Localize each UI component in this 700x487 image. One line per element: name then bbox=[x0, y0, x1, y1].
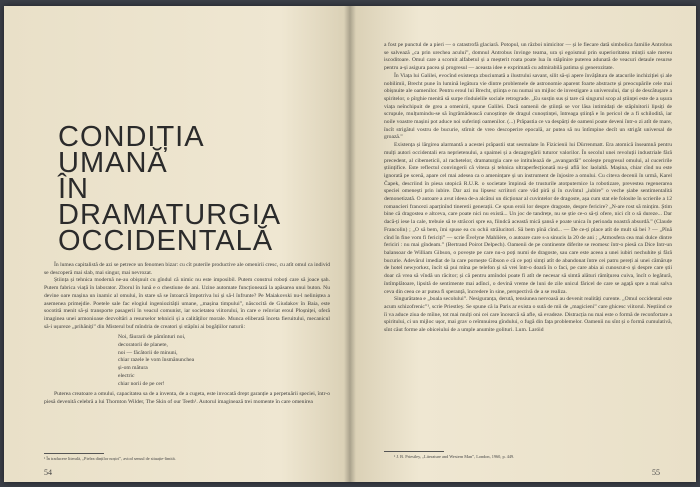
title-line: UMANĂ bbox=[58, 147, 168, 179]
right-page-body bbox=[384, 42, 672, 335]
title-line: OCCIDENTALĂ bbox=[58, 225, 274, 257]
poem-line: noi — făcătorii de minuni, bbox=[118, 349, 178, 356]
footnote: ¹ J. B. Priestley, „Literature and Western Man”, London, 1960, p. 449. bbox=[394, 454, 515, 459]
poem-line: decoratorii de planete, bbox=[118, 342, 168, 349]
poem-line: și-om mătura bbox=[118, 365, 148, 372]
page-number: 54 bbox=[44, 468, 52, 477]
left-page bbox=[4, 6, 350, 482]
paragraph: Existența și lărgirea alarmantă a acestei prăpastii stat sesmulate în Fizicienii lui Dürrenmatt. Era atomică înseamnă pentru mulți autori occidentali era neprietenului, a spaimei și a dezagregării tuturor valorilor. În secolul unei revoluții industriale fără precedent, al cibemeticii, al rachetelor, dramaturgia care se intitulează de „avangardă” ocolește progresul omului, al cuceririle științifice. Este reflectul convingerii că viteza și tehnica ultraperfecționată nu-și află loc laolaltă. Mașina, chiar cînd nu este ignorată pe scenă, apare cel mai adesea ca o amenințare și un instrument de înjosire a omului. Cu citeva decenii în urmă, Karel Čapek, descriind în piesa utopică R.U.R. o societate împinsă de trusturile atotputernice la robotizare, prevestea regenerarea speciei omenești prin iubire. Dar azi nu lipsesc scriitori care văd piră și în cuvîntul „iubire” o veche șiabe sentimentalitá demonetizată. O autoare a avut ideea de-a alcătui un dicționar al cuvintelor de dragoste, așa cum stat ele folosite în scrierile a 12 romancieri francezi aparținînd tineretii generații. Ce spun eroii lor despre dragoste, despre fericire? „N-are rost să mințim. Știm bine că dragostea e altceva, care poate nici nu există... Un joc de tandrețe, nu se știe ce-o să-ți ofere, nici cît o să dureze... Dar dacă-ți iese la cale, trebuie să te străcori spre ea, fiindcă această mică șansă e poate unica în perioada noastră absurdă.” (Claude Francolin) ; „O să bem, îmi spuse ea cu ochii strălucitori. Să bem pînă cînd... — De ce-ți place atît de mult să bei ? — „Pînă cînd în fine vom fi fericiți” — scrie Évelyne Mahlière, o autoare care s-a sinucis la 20 de ani ; „Atmosfera cea mai dulce dintre fericiri : nu mai gîndeam.” (Bertrand Poirot Delpech). Oamenii de pe continente diferite se reomesc într-o piesă ca Dice Intr-un balansoar de William Gibson, o povește pe care nu-o poți numi de dragoste, sau care este aceea a unei iubiri nechuhite și fără bucurie. Adevărul imediat de la care pornește Gibson e că ce poți simți atît de abandonat între cei patru pereți ai unei cămăruțe de hotel newyorkez, încît să pui mîna pe telefon și să vrei într-o doară în o faci, pe care abia ai cunoscut-o și despre care știi doar că vrea să vîndă un răcitor; și că pentru amîndoi poate fi atît de necesar să simtă alături rămîțurea cuiva, încît o legătură, întîmplătoare, lipsită de sentimente mai adînci, o devină vreme de luni de zile unicul făricel de care se agață spre a mai salva ceva din ceea ce ar putea fi speranță, încredere în sine, perspectivă de a se realiza. bbox=[384, 142, 672, 295]
book-spread bbox=[4, 6, 696, 482]
poem-quote bbox=[118, 334, 330, 388]
chapter-title bbox=[58, 121, 282, 257]
right-page bbox=[350, 6, 696, 482]
poem-line: chiar razele le vom însmănuncheа bbox=[118, 357, 195, 364]
footnote: ¹ În traducere literală, „Pielea dinților noștri”, aviod sensul de situație-limită. bbox=[44, 456, 176, 461]
page-number: 55 bbox=[652, 468, 660, 477]
paragraph: În lumea capitalistă de azi se petrece un fenomen bizar: cu cît puterile productive ale omenirii cresc, cu atît omul ca individ se descoperă mai slab, mai singur, mai nevrozat. bbox=[44, 262, 330, 276]
paragraph: Singurătatea e „boala secolului”. Nesiguranța, derută, tensiunea nervoasă au devenit realități curente. „Omul occidental este acum schizofrenic”¹, scrie Priestley. Se spune că la Paris ar exista o sută de mii de „magicieni” care ghicesc viitorul. Neștiind ce îi va aduce ziua de mîine, tot mai mulți oni cei care încearcă să afle, să evadeze. Distracția nu mai este o formă de reconfortare a spiritului, ci un mijloc ușor, mai grav o reîmnuirea gîndului, o fugă din fața problemelor. Oamenii nu sînt și o formă cumulativă, sînt căut forme ale obiceiului de a umple anumite golituri. Lum. Laróid bbox=[384, 296, 672, 334]
paragraph: Puterea creatoare a omului, capacitatea sa de a inventa, de a cugeta, este invocată drept garanție a perpetuării speciei, într-o piesă devenită celebră a lui Thornton Wilder, The Skin of our Teeth¹. Autorul imaginează trei momente în care omenirea bbox=[44, 391, 330, 405]
poem-line: electric bbox=[118, 372, 135, 379]
paragraph: Știința și tehnica modernă ne-au obișnuit cu gîndul că nimic nu este imposibil. Putem construi roboți care să joace șah. Putem fabrica viață în laborator. Zborul în lună e o chestiune de ani. Uzine automate funcționează la apăsarea unui buton. Nu devine oare mașina un inamic al omului, în stare să se întoarcă împotriva lui și să-l înfrunte? Pe Maiakovski nu-l neliniștea a asemenea primejdie. Poetele sale fac elogiul ingeniozității umane, „mașina timpului”, născocită de Giudakov în Baia, este socotită menit să-și transporte pasagerii în veacul comunist, iar societatea viitorului, în care e reînviat eroul Ploșniței, oferă imaginea unei armonioase dezvoltări a resurselor tehnicii și a calităților morale. Munca eliberată înceta fieruitului, mecanicul să-i ușureze „prihăniți” din Misterul buf mîndria de creatori și stăpîni ai bogățiilor naturii: bbox=[44, 277, 330, 330]
footnote-rule bbox=[44, 453, 104, 454]
poem-line: Noi, făurarii de pămînturi noi, bbox=[118, 334, 186, 341]
footnote-rule bbox=[384, 451, 444, 452]
book-gutter bbox=[344, 6, 356, 482]
left-page-body bbox=[44, 262, 330, 407]
title-line: DRAMATURGIA bbox=[58, 199, 282, 231]
paragraph: a fost pe punctul de a pieri — o catastrofă glaciară. Potopul, un război nimicitor — și le fiecare dată simbolica familie Antrobus se salvează „ca prin urechea acului”, domnul Antrobus învinge teama, ura și egoismul prin superioritatea minții sale mereu iscoditoare. Omul care a scornit alfabetul și a meșterit roata poate lua în stăpînire puterea adunată de veacuri detaule resurse pentru a-și asigura pacea și progresul — aceasta idee e exprimată cu admirabilă patima și generozitate. bbox=[384, 42, 672, 72]
poem-line: chiar norii de pe cer! bbox=[118, 380, 165, 387]
title-line: ÎN bbox=[58, 173, 89, 205]
title-line: CONDIȚIA bbox=[58, 121, 205, 153]
paragraph: În Viața lui Galilei, evocînd existența zbuciumată a ilustrului savant, silit să-și apere învățătura de atacurile inchiziției și ale nobilimii, Brecht pune în lumină legătura vie dintre problemele de astronomie aparent foarte abstracte și preocupările cele mai obișnuite ale oamenilor. Pentru eroul lui Brecht, știința e nu numai un mijloc de investigare a universului, dar și de descătuşare a spiritelor, o pîrghie menită să surpe rînduielile sociale retrograde. „Eu susțin sus și tare că singurul scop al științei este de a ușura viața neînchipuit de grea a omenirii, spune Galilei. Dacă oamenii de știință se vor lăsa intimidați de stăpînitorii lipsiți de scrupule, mulțumindu-se să îngrămădească cunoștințe de dragul cunoștinței, întreaga știință e în pericol de a fi schilodită, iar noile voastre mașini pot aduce noi suferinți oamenilor. (...) Prăpastia ce va despărți de oameni poate deveni într-o zi atît de mare, încît strigătul vostru de bucurie, stîrnit de vreo descoperire epocală, ar putea să nu întîmpine decît un strigăt universal de groază.” bbox=[384, 72, 672, 141]
